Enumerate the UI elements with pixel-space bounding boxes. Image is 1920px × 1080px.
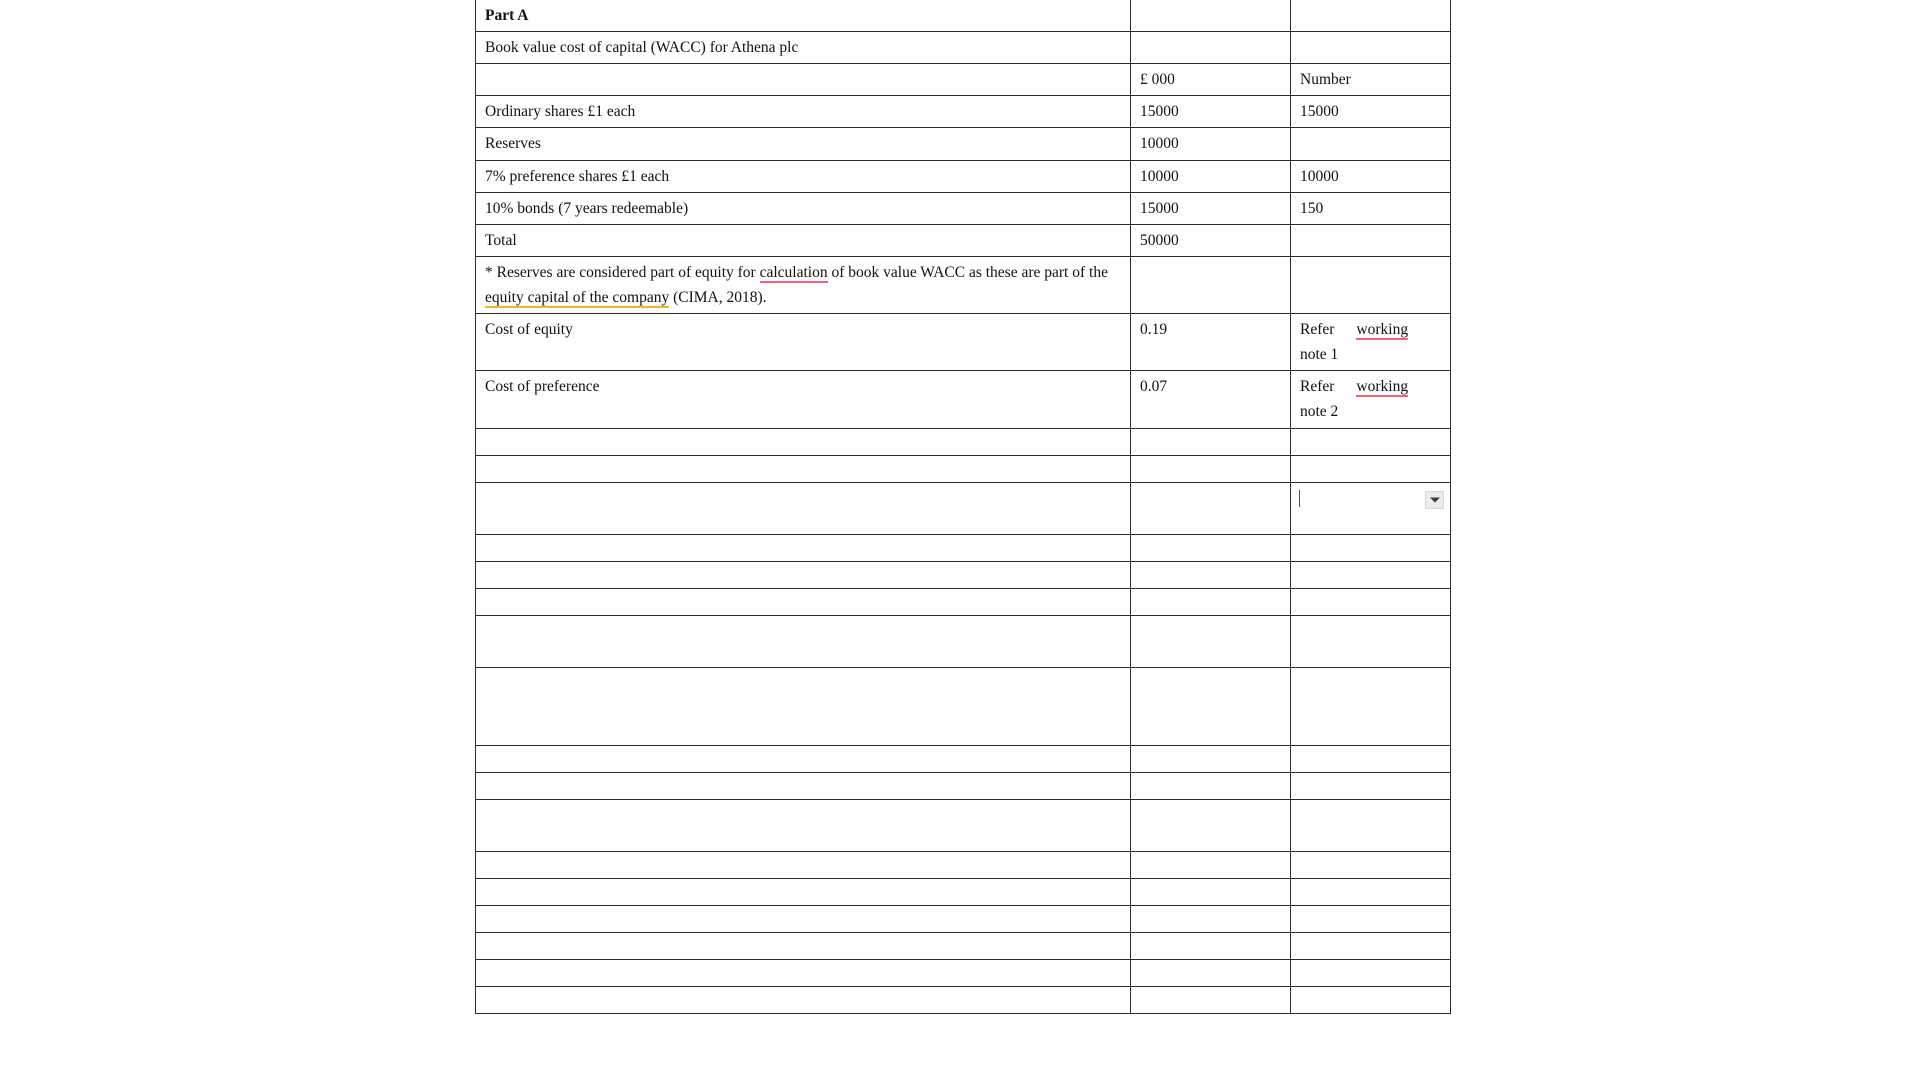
table-row-empty [476, 878, 1451, 905]
cell-empty-label[interactable] [476, 878, 1131, 905]
cell-empty-label[interactable] [476, 772, 1131, 799]
cell-empty-number[interactable] [1291, 428, 1451, 455]
dropdown-toggle-button[interactable] [1425, 491, 1444, 509]
cell-empty-number[interactable] [1291, 959, 1451, 986]
table-row-footnote [476, 256, 1451, 313]
cell-empty-amount[interactable] [1131, 455, 1291, 482]
cell-empty-label[interactable] [476, 799, 1131, 851]
cell-empty-amount[interactable] [1131, 745, 1291, 772]
cell-number[interactable] [1291, 128, 1451, 160]
cell-empty-number[interactable] [1291, 905, 1451, 932]
cell-reference-note-1[interactable] [1291, 314, 1451, 371]
table-row-empty [476, 799, 1451, 851]
cell-label[interactable]: Reserves [476, 128, 1131, 160]
table-row-subtitle [476, 32, 1451, 64]
cell-part-a-number[interactable] [1291, 0, 1451, 32]
cell-empty-number[interactable] [1291, 455, 1451, 482]
cell-amount-cost-of-preference[interactable]: 0.07 [1131, 371, 1291, 428]
table-row-empty [476, 455, 1451, 482]
cell-empty-label[interactable] [476, 851, 1131, 878]
cell-empty-amount[interactable] [1131, 772, 1291, 799]
content-control-dropdown[interactable] [1291, 482, 1451, 534]
cell-label-cost-of-equity[interactable]: Cost of equity [476, 314, 1131, 371]
cell-dropdown-label[interactable] [476, 482, 1131, 534]
cell-empty-label[interactable] [476, 959, 1131, 986]
reference-line-1 [1300, 317, 1442, 342]
footnote-part-2: of book value WACC as these are part of the [827, 263, 1108, 281]
spelling-flagged-word[interactable]: calculation [759, 263, 828, 281]
cell-amount-total[interactable]: 50000 [1131, 224, 1291, 256]
cell-label-total[interactable]: Total [476, 224, 1131, 256]
cell-subtitle-number[interactable] [1291, 32, 1451, 64]
table-row-empty [476, 534, 1451, 561]
cell-empty-amount[interactable] [1131, 932, 1291, 959]
header-cell-amount[interactable]: £ 000 [1131, 64, 1291, 96]
header-cell-number[interactable]: Number [1291, 64, 1451, 96]
cell-empty-number[interactable] [1291, 851, 1451, 878]
footnote-part-3: (CIMA, 2018). [669, 288, 767, 306]
cell-empty-label[interactable] [476, 905, 1131, 932]
spelling-flagged-word[interactable]: working [1356, 378, 1409, 396]
wacc-table [475, 0, 1451, 1014]
cell-empty-amount[interactable] [1131, 986, 1291, 1013]
cell-footnote-amount[interactable] [1131, 256, 1291, 313]
cell-empty-amount[interactable] [1131, 851, 1291, 878]
section-title-cell[interactable]: Part A [476, 0, 1131, 32]
table-row-cost-of-equity [476, 314, 1451, 371]
cell-number[interactable]: 15000 [1291, 96, 1451, 128]
table-row [476, 96, 1451, 128]
cell-empty-number[interactable] [1291, 588, 1451, 615]
table-row-empty [476, 615, 1451, 667]
cell-empty-label[interactable] [476, 986, 1131, 1013]
footnote-part-1: * Reserves are considered part of equity for [485, 263, 760, 281]
document-table-container [475, 0, 1450, 1014]
text-caret [1299, 490, 1300, 507]
reference-line-2: note 2 [1300, 403, 1339, 421]
table-row-empty [476, 905, 1451, 932]
table-row-empty [476, 561, 1451, 588]
reference-word-refer: Refer [1300, 321, 1335, 339]
cell-empty-label[interactable] [476, 615, 1131, 667]
cell-label[interactable]: Ordinary shares £1 each [476, 96, 1131, 128]
table-row-empty [476, 667, 1451, 745]
cell-number[interactable]: 150 [1291, 192, 1451, 224]
cell-empty-number[interactable] [1291, 878, 1451, 905]
cell-empty-amount[interactable] [1131, 799, 1291, 851]
cell-empty-label[interactable] [476, 534, 1131, 561]
cell-empty-number[interactable] [1291, 534, 1451, 561]
cell-empty-number[interactable] [1291, 561, 1451, 588]
cell-empty-amount[interactable] [1131, 959, 1291, 986]
reference-word-refer: Refer [1300, 378, 1335, 396]
cell-empty-amount[interactable] [1131, 878, 1291, 905]
cell-amount[interactable]: 15000 [1131, 96, 1291, 128]
cell-amount-cost-of-equity[interactable]: 0.19 [1131, 314, 1291, 371]
cell-empty-label[interactable] [476, 428, 1131, 455]
reference-line-1 [1300, 374, 1442, 399]
header-cell-label[interactable] [476, 64, 1131, 96]
table-row [476, 128, 1451, 160]
cell-empty-amount[interactable] [1131, 615, 1291, 667]
table-row-empty [476, 428, 1451, 455]
cell-footnote-number[interactable] [1291, 256, 1451, 313]
cell-label[interactable]: 7% preference shares £1 each [476, 160, 1131, 192]
table-row [476, 160, 1451, 192]
table-row-empty [476, 851, 1451, 878]
table-row-empty [476, 959, 1451, 986]
table-row-dropdown [476, 482, 1451, 534]
table-row [476, 192, 1451, 224]
cell-empty-label[interactable] [476, 932, 1131, 959]
cell-amount[interactable]: 10000 [1131, 160, 1291, 192]
table-row-part-a [476, 0, 1451, 32]
footnote-cell[interactable] [476, 256, 1131, 313]
subtitle-cell[interactable]: Book value cost of capital (WACC) for Athena plc [476, 32, 1131, 64]
cell-empty-amount[interactable] [1131, 428, 1291, 455]
reference-line-2: note 1 [1300, 346, 1339, 364]
cell-empty-number[interactable] [1291, 986, 1451, 1013]
cell-empty-number[interactable] [1291, 772, 1451, 799]
cell-empty-amount[interactable] [1131, 534, 1291, 561]
cell-empty-number[interactable] [1291, 799, 1451, 851]
cell-empty-label[interactable] [476, 561, 1131, 588]
cell-empty-number[interactable] [1291, 745, 1451, 772]
cell-part-a-amount[interactable] [1131, 0, 1291, 32]
cell-number[interactable]: 10000 [1291, 160, 1451, 192]
cell-empty-number[interactable] [1291, 932, 1451, 959]
cell-amount[interactable]: 10000 [1131, 128, 1291, 160]
table-row-empty [476, 932, 1451, 959]
spelling-flagged-word[interactable]: working [1356, 321, 1409, 339]
table-row-empty [476, 772, 1451, 799]
cell-empty-label[interactable] [476, 455, 1131, 482]
cell-empty-amount[interactable] [1131, 561, 1291, 588]
cell-dropdown-amount[interactable] [1131, 482, 1291, 534]
cell-subtitle-amount[interactable] [1131, 32, 1291, 64]
cell-amount[interactable]: 15000 [1131, 192, 1291, 224]
chevron-down-icon [1430, 497, 1440, 502]
table-row-total [476, 224, 1451, 256]
cell-label-cost-of-preference[interactable]: Cost of preference [476, 371, 1131, 428]
cell-empty-number[interactable] [1291, 667, 1451, 745]
cell-empty-amount[interactable] [1131, 905, 1291, 932]
table-row-empty [476, 986, 1451, 1013]
table-row-empty [476, 745, 1451, 772]
table-row-header [476, 64, 1451, 96]
cell-empty-amount[interactable] [1131, 667, 1291, 745]
table-row-empty [476, 588, 1451, 615]
cell-empty-label[interactable] [476, 745, 1131, 772]
cell-empty-number[interactable] [1291, 615, 1451, 667]
cell-reference-note-2[interactable] [1291, 371, 1451, 428]
cell-empty-label[interactable] [476, 588, 1131, 615]
table-row-cost-of-preference [476, 371, 1451, 428]
cell-number-total[interactable] [1291, 224, 1451, 256]
cell-label[interactable]: 10% bonds (7 years redeemable) [476, 192, 1131, 224]
grammar-flagged-phrase[interactable]: equity capital of the company [485, 288, 670, 306]
cell-empty-amount[interactable] [1131, 588, 1291, 615]
cell-empty-label[interactable] [476, 667, 1131, 745]
